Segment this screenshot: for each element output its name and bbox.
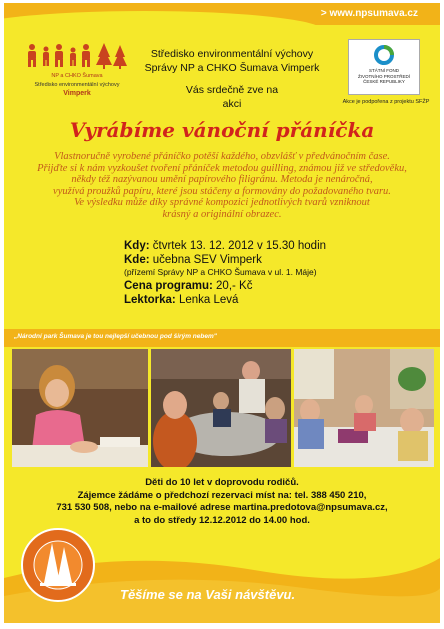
reservation-info	[4, 477, 440, 527]
fund-text	[351, 68, 417, 85]
description-line: Vlastnoručně vyrobené přáníčko potěší každého, obzvlášť v předvánočním čase.	[54, 151, 390, 162]
description-line: využívá proužků papíru, které jsou stáčeny a formovány do požadovaného tvaru.	[53, 185, 391, 197]
detail-price	[124, 279, 424, 293]
fund-caption: Akce je podpořena z projektu SFŽP	[342, 99, 430, 105]
detail-where	[124, 253, 424, 267]
reservation-line-4: a to do středy 12.12.2012 do 14.00 hod.	[134, 514, 310, 526]
lecturer-value: Lenka Levá	[175, 294, 239, 306]
event-description	[14, 151, 430, 220]
header-line-2: Správy NP a CHKO Šumava Vimperk	[144, 62, 320, 74]
event-title: Vyrábíme vánoční přáníčka	[69, 118, 375, 142]
logo-line-3: Vimperk	[63, 90, 91, 97]
where-note: (přízemí Správy NP a CHKO Šumava v ul. 1. Máje)	[124, 267, 317, 277]
price-label: Cena programu:	[124, 280, 213, 292]
logo-line-2: Středisko environmentální výchovy	[34, 82, 120, 88]
price-value: 20,- Kč	[212, 280, 253, 292]
when-value: čtvrtek 13. 12. 2012 v 15.30 hodin	[149, 240, 327, 252]
fund-line-3: ČESKÉ REPUBLIKY	[363, 79, 405, 84]
invitation-page	[4, 3, 440, 623]
detail-lecturer	[124, 293, 424, 307]
event-details	[124, 239, 424, 307]
closing-text: Těšíme se na Vaši návštěvu.	[120, 587, 296, 602]
park-quote: „Národní park Šumava je tou nejlepší učebnou pod širým nebem"	[14, 333, 217, 340]
photo-group-table	[151, 349, 291, 467]
reservation-line-2: Zájemce žádáme o předchozí rezervaci míst na: tel. 388 450 210,	[77, 489, 367, 501]
organizer-header	[132, 47, 332, 111]
reservation-line-1: Děti do 10 let v doprovodu rodičů.	[145, 477, 299, 488]
website-link[interactable]: > www.npsumava.cz	[320, 8, 418, 19]
description-line: někdy též nazývanou umění papírového filigránu. Metoda je nenáročná,	[71, 174, 373, 185]
description-line: krásný a originální obrazec.	[162, 208, 282, 220]
people-trees-icon	[22, 41, 132, 71]
header-line-3: Vás srdečně zve na	[185, 84, 279, 96]
where-label: Kde:	[124, 254, 150, 266]
detail-when	[124, 239, 424, 253]
description-line: Přijďte si k nám vyzkoušet tvoření přáníček metodou guilling, známou již ve středověku,	[37, 162, 407, 174]
where-value: učebna SEV Vimperk	[149, 254, 262, 266]
npsumava-stamp-icon	[20, 527, 96, 603]
fund-ring-icon	[373, 44, 395, 66]
reservation-line-3: 731 530 508, nebo na e-mailové adrese martina.predotova@npsumava.cz,	[56, 502, 388, 513]
description-line: Ve výsledku může díky správné kompozici jednotlivých tvarů vzniknout	[74, 197, 370, 208]
photo-girl-crafting	[12, 349, 148, 467]
photo-children-table	[294, 349, 434, 467]
logo-line-1: NP a CHKO Šumava	[51, 73, 103, 79]
sfzp-logo	[348, 39, 420, 95]
sev-logo	[22, 41, 132, 101]
header-line-4: akci	[222, 98, 242, 110]
when-label: Kdy:	[124, 240, 150, 252]
lecturer-label: Lektorka:	[124, 294, 176, 306]
photo-strip	[12, 349, 434, 467]
fund-line-2: ŽIVOTNÍHO PROSTŘEDÍ	[357, 73, 410, 79]
fund-line-1: STÁTNÍ FOND	[369, 68, 399, 73]
header-line-1: Středisko environmentální výchovy	[150, 48, 314, 60]
